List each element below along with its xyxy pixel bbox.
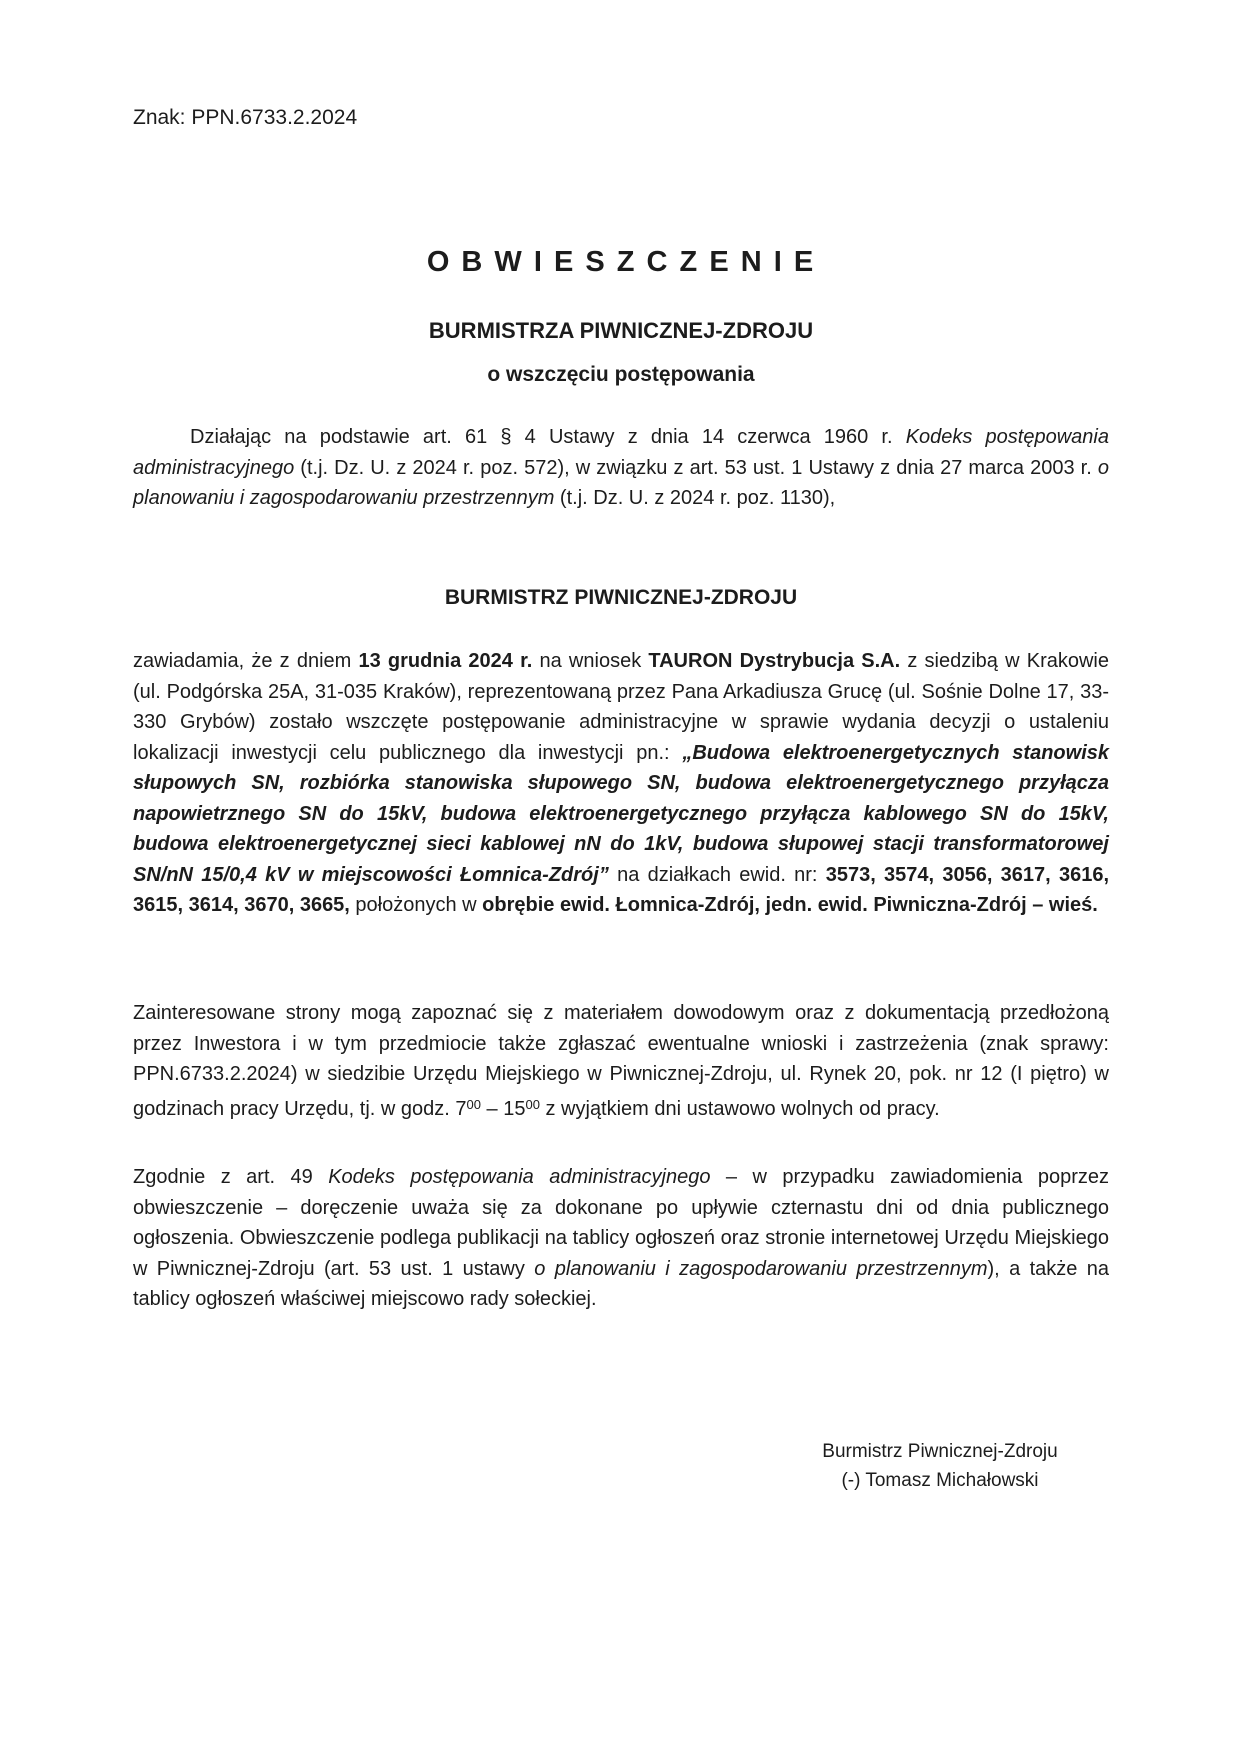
- paragraph-interested-parties: Zainteresowane strony mogą zapoznać się z materiałem dowodowym oraz z dokumentacją przedłożoną przez Inwestora i w tym przedmiocie także zgłaszać ewentualne wnioski i zastrzeżenia (znak sprawy: PPN.6733.2.2024) w siedzibie Urzędu Miejskiego w Piwnicznej-Zdroju, ul. Rynek 20, pok. nr 12 (I piętro) w godzinach pracy Urzędu, tj. w godz. $7^{00} - 15^{00}$ z wyjątkiem dni ustawowo wolnych od pracy.: [133, 1002, 1109, 1120]
- document-subject: o wszczęciu postępowania: [487, 363, 755, 386]
- heading-mayor: BURMISTRZ PIWNICZNEJ-ZDROJU: [444, 586, 798, 609]
- signature-name: (-) Tomasz Michałowski: [841, 1470, 1039, 1491]
- paragraph-notification: zawiadamia, że z dniem 13 grudnia 2024 r. na wniosek TAURON Dystrybucja S.A. z siedzibą w Krakowie (ul. Podgórska 25A, 31-035 Kraków), reprezentowaną przez Pana Arkadiusza Grucę (ul. Sośnie Dolne 17, 33-330 Grybów) zostało wszczęte postępowanie administracyjne w sprawie wydania decyzji o ustaleniu lokalizacji inwestycji celu publicznego dla inwestycji pn.: „Budowa elektroenergetycznych stanowisk słupowych SN, rozbiórka stanowiska słupowego SN, budowa elektroenergetycznego przyłącza napowietrznego SN do 15kV, budowa elektroenergetycznego przyłącza kablowego SN do 15kV, budowa elektroenergetycznej sieci kablowej nN do 1kV, budowa słupowej stacji transformatorowej SN/nN 15/0,4 kV w miejscowości Łomnica-Zdrój” na działkach ewid. nr: 3573, 3574, 3056, 3617, 3616, 3615, 3614, 3670, 3665, położonych w obrębie ewid. Łomnica-Zdrój, jedn. ewid. Piwniczna-Zdrój – wieś.: [133, 650, 1109, 916]
- signature-block: [772, 1437, 1108, 1495]
- paragraph-legal-basis: Działając na podstawie art. 61 § 4 Ustawy z dnia 14 czerwca 1960 r. Kodeks postępowania administracyjnego (t.j. Dz. U. z 2024 r. poz. 572), w związku z art. 53 ust. 1 Ustawy z dnia 27 marca 2003 r. o planowaniu i zagospodarowaniu przestrzennym (t.j. Dz. U. z 2024 r. poz. 1130),: [133, 426, 1109, 509]
- paragraph-delivery-rules: Zgodnie z art. 49 Kodeks postępowania administracyjnego – w przypadku zawiadomienia poprzez obwieszczenie – doręczenie uważa się za dokonane po upływie czternastu dni od dnia publicznego ogłoszenia. Obwieszczenie podlega publikacji na tablicy ogłoszeń oraz stronie internetowej Urzędu Miejskiego w Piwnicznej-Zdroju (art. 53 ust. 1 ustawy o planowaniu i zagospodarowaniu przestrzennym), a także na tablicy ogłoszeń właściwej miejscowo rady sołeckiej.: [133, 1166, 1109, 1310]
- document-title: O B W I E S Z C Z E N I E: [426, 246, 816, 278]
- reference-number: Znak: PPN.6733.2.2024: [133, 106, 358, 129]
- document-subtitle-authority: BURMISTRZA PIWNICZNEJ-ZDROJU: [428, 318, 814, 343]
- signature-title: Burmistrz Piwnicznej-Zdroju: [822, 1441, 1058, 1462]
